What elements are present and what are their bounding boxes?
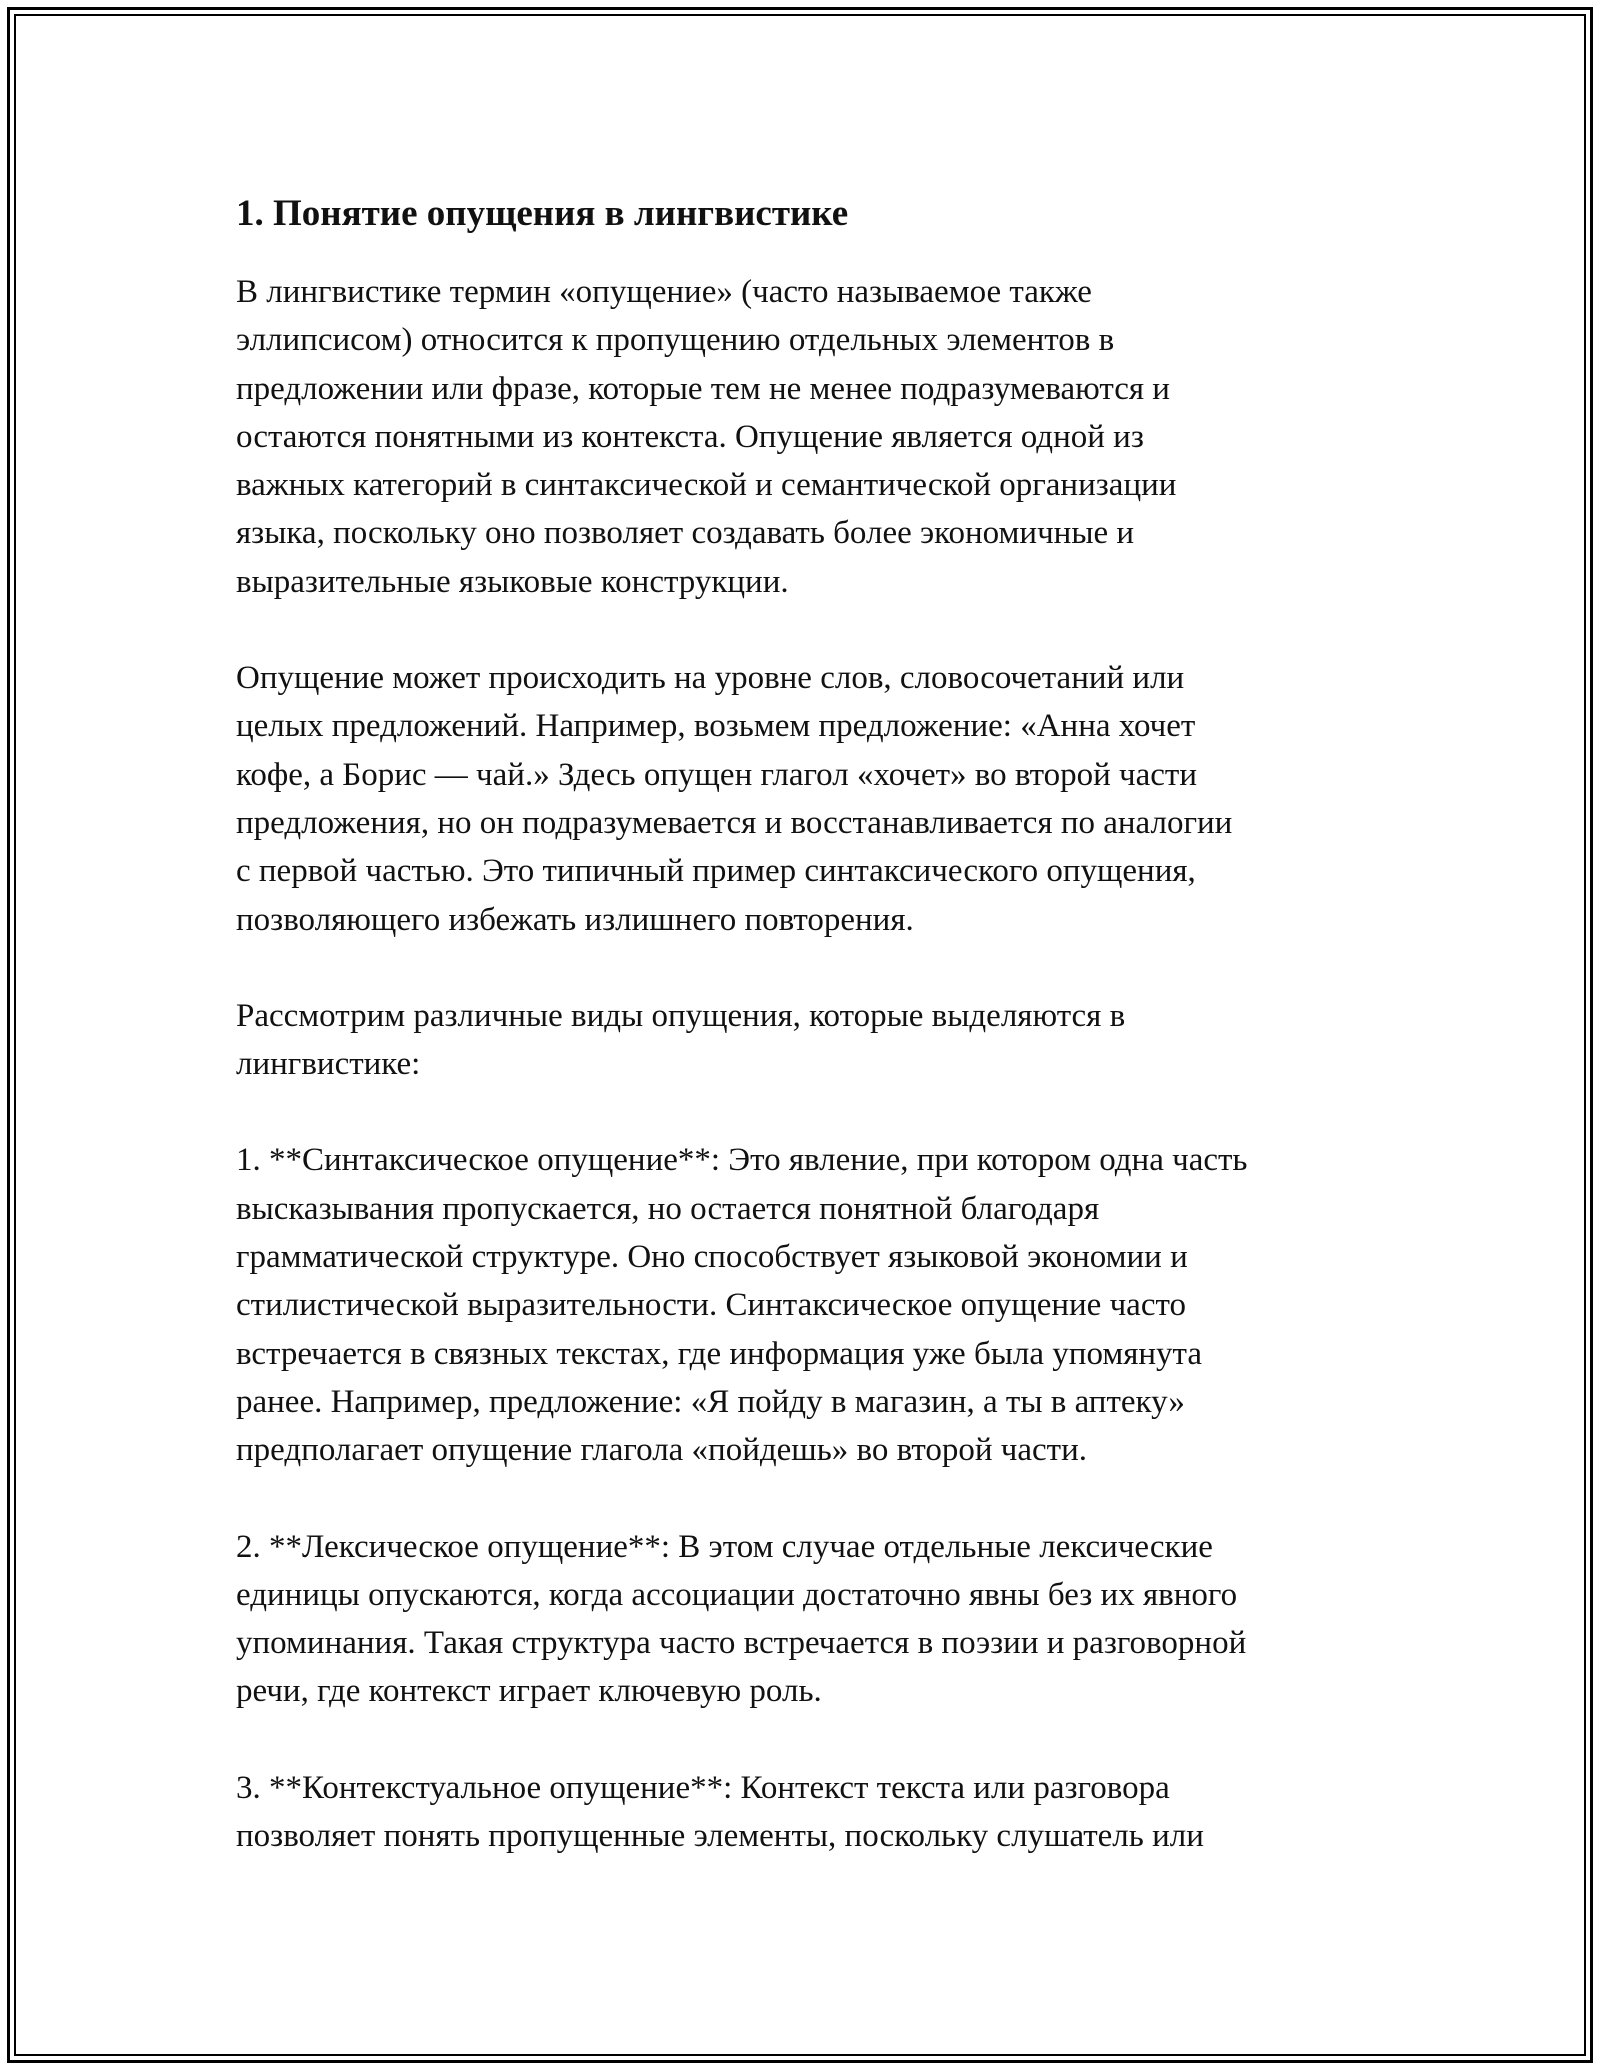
paragraph-example: Опущение может происходить на уровне слов, словосочетаний или целых предложений. Например, возьмем предложение: «Анна хочет кофе, а Борис — чай.» Здесь опущен глагол «хочет» во второй части предложения, но он подразумевается и восстанавливается по аналогии с первой частью. Это типичный пример синтаксического опущения, позволяющего избежать излишнего повторения. [236, 660, 1233, 938]
paragraph-intro: В лингвистике термин «опущение» (часто называемое также эллипсисом) относится к пропущению отдельных элементов в предложении или фразе, которые тем не менее подразумеваются и остаются понятными из контекста. Опущение является одной из важных категорий в синтаксической и семантической организации языка, поскольку оно позволяет создавать более экономичные и выразительные языковые конструкции. [236, 274, 1177, 600]
list-item-syntactic: 1. **Синтаксическое опущение**: Это явление, при котором одна часть высказывания пропускается, но остается понятной благодаря грамматической структуре. Оно способствует языковой экономии и стилистической выразительности. Синтаксическое опущение часто встречается в связных текстах, где информация уже была упомянута ранее. Например, предложение: «Я пойду в магазин, а ты в аптеку» предполагает опущение глагола «пойдешь» во второй части. [236, 1142, 1248, 1469]
paragraph-types-intro: Рассмотрим различные виды опущения, которые выделяются в лингвистике: [236, 997, 1126, 1083]
section-heading: 1. Понятие опущения в лингвистике [236, 193, 849, 234]
list-item-lexical: 2. **Лексическое опущение**: В этом случае отдельные лексические единицы опускаются, когда ассоциации достаточно явны без их явного упоминания. Такая структура часто встречается в поэзии и разговорной речи, где контекст играет ключевую роль. [236, 1528, 1247, 1710]
list-item-contextual: 3. **Контекстуальное опущение**: Контекст текста или разговора позволяет понять пропущенные элементы, поскольку слушатель или [236, 1769, 1204, 1855]
document-body [236, 186, 1386, 1908]
